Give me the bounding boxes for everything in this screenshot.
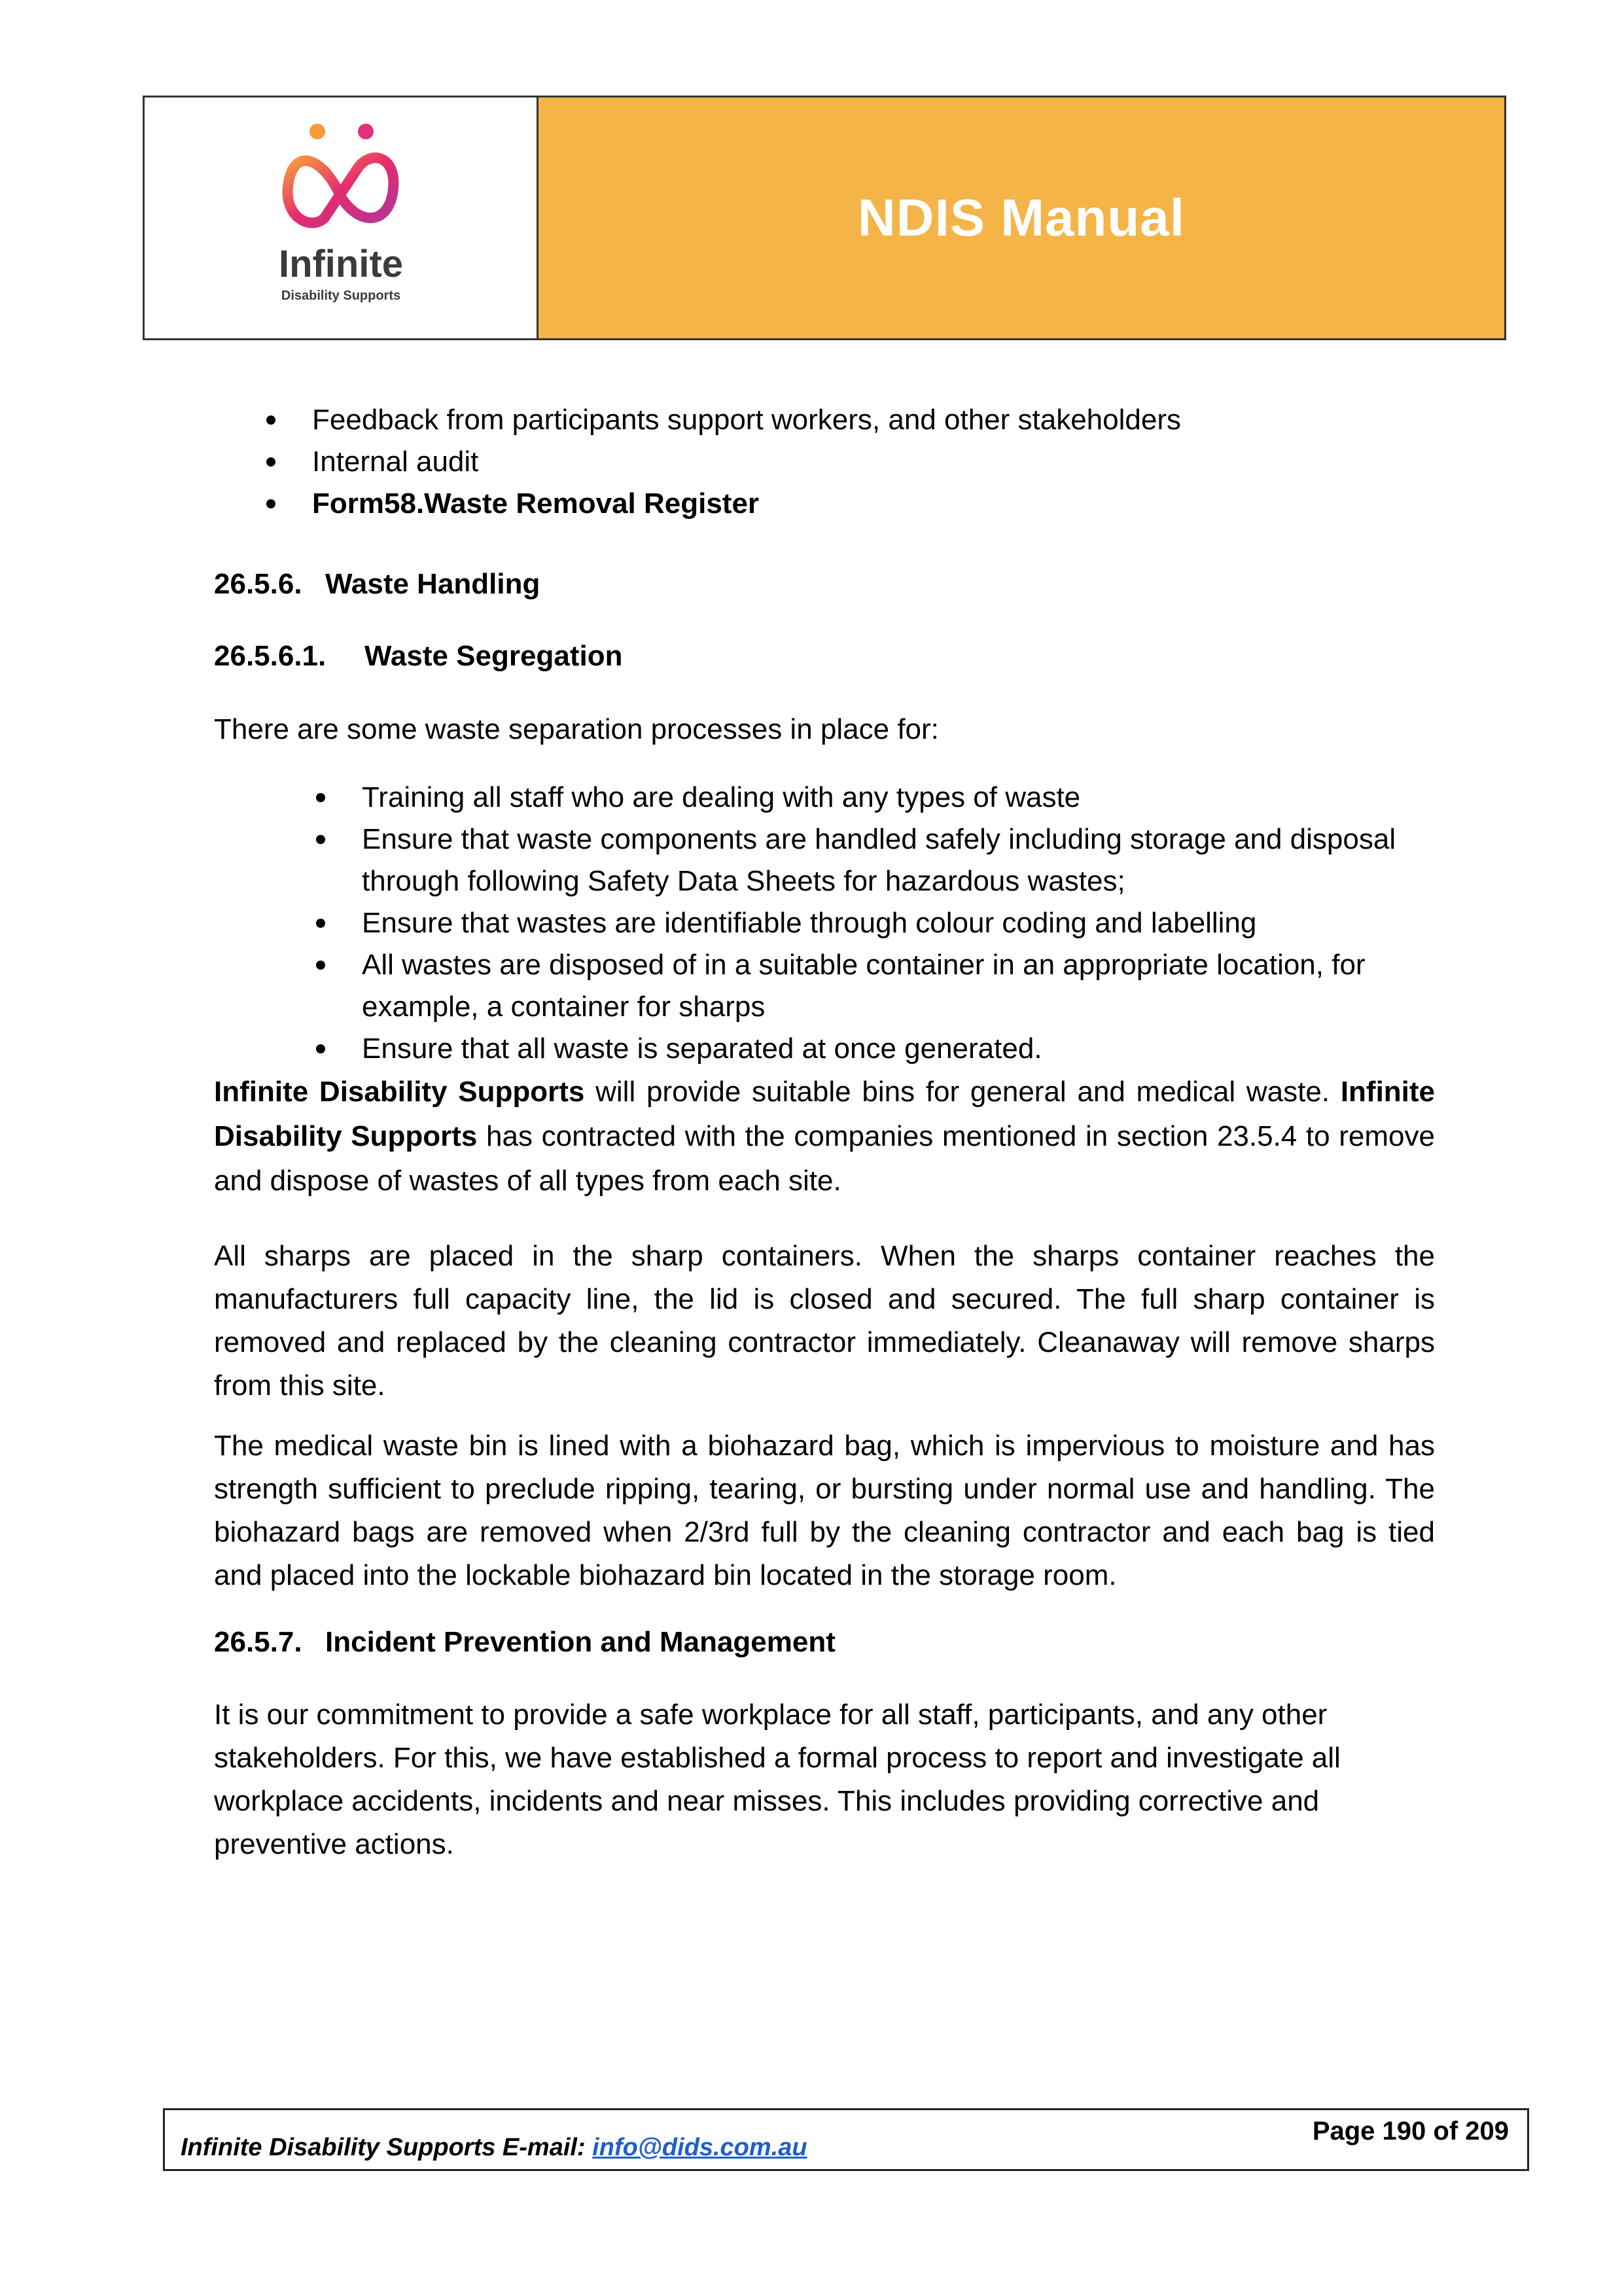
footer-contact: Infinite Disability Supports E-mail: info@dids.com.au [181,2134,807,2161]
list-item: Feedback from participants support workers, and other stakeholders [312,399,1435,441]
section-heading-waste-handling: 26.5.6. Waste Handling [214,568,540,600]
logo [145,97,538,338]
list-item: All wastes are disposed of in a suitable container in an appropriate location, for example, a container for sharps [362,944,1435,1028]
intro-paragraph: There are some waste separation processes in place for: [214,713,939,745]
list-item: Ensure that waste components are handled safely including storage and disposal through following Safety Data Sheets for hazardous wastes; [362,819,1435,902]
page-number: Page 190 of 209 [1312,2117,1509,2146]
segregation-bullet-list [214,777,1435,1070]
infinite-logo-icon [262,120,419,316]
page-footer [163,2108,1529,2171]
page-header [143,96,1506,340]
bins-paragraph: Infinite Disability Supports will provide suitable bins for general and medical waste. Infinite Disability Supports has contracted with the companies mentioned in section 23.5.4 to remove and dispose of wastes of all types from each site. [214,1076,1436,1197]
subsection-heading-waste-segregation: 26.5.6.1. Waste Segregation [214,640,623,672]
list-item: Training all staff who are dealing with any types of waste [362,777,1435,819]
sharps-paragraph: All sharps are placed in the sharp containers. When the sharps container reaches the manufacturers full capacity line, the lid is closed and secured. The full sharp container is removed and replaced by the cleaning contractor immediately. Cleanaway will remove sharps from this site. [214,1240,1435,1402]
top-bullet-list [214,399,1435,525]
header-title-cell [538,97,1504,338]
section-heading-incident: 26.5.7. Incident Prevention and Management [214,1626,836,1658]
svg-text:Disability Supports: Disability Supports [281,289,400,303]
list-item: Ensure that wastes are identifiable through colour coding and labelling [362,902,1435,944]
svg-text:Infinite: Infinite [278,243,403,285]
document-title: NDIS Manual [858,188,1185,247]
page-content [214,399,1435,1866]
incident-paragraph: It is our commitment to provide a safe workplace for all staff, participants, and any other stakeholders. For this, we have established a formal process to report and investigate all workplace accidents, incidents and near misses. This includes providing corrective and preventive actions. [214,1699,1341,1860]
email-link[interactable]: info@dids.com.au [592,2134,807,2161]
list-item: Form58.Waste Removal Register [312,483,1435,525]
list-item: Internal audit [312,441,1435,483]
medical-waste-paragraph: The medical waste bin is lined with a biohazard bag, which is impervious to moisture and has strength sufficient to preclude ripping, tearing, or bursting under normal use and handling. The biohazard bags are removed when 2/3rd full by the cleaning contractor and each bag is tied and placed into the lockable biohazard bin located in the storage room. [214,1430,1435,1591]
list-item: Ensure that all waste is separated at once generated. [362,1028,1435,1070]
